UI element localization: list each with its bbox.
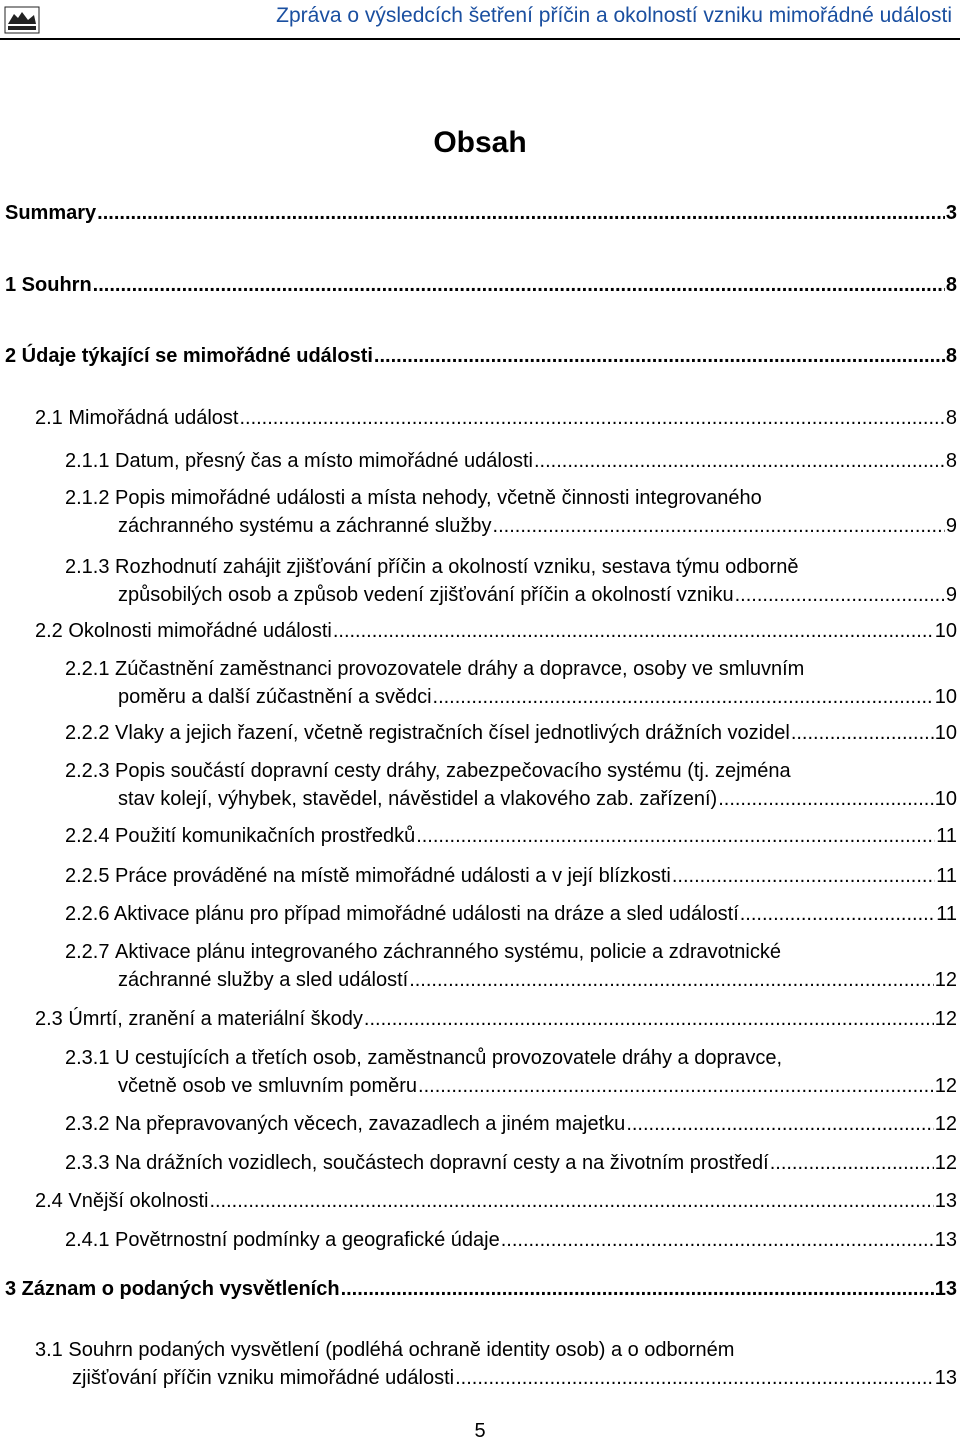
toc-entry-title: 2.2 Okolnosti mimořádné události: [35, 620, 332, 642]
toc-entry-2-2-6[interactable]: [65, 900, 957, 928]
toc-entry-title: 2.2.2 Vlaky a jejich řazení, včetně registračních čísel jednotlivých drážních vozidel: [65, 722, 790, 744]
toc-entry-2-2-7[interactable]: [65, 938, 957, 994]
toc-page-number: 12: [934, 1152, 957, 1174]
toc-entry-2-4-1[interactable]: [65, 1226, 957, 1254]
toc-leader: [364, 1005, 934, 1033]
toc-entry-2-2-1[interactable]: [65, 655, 957, 711]
toc-entry-2-4[interactable]: [35, 1187, 957, 1215]
toc-entry-title-cont: záchranné služby a sled událostí: [118, 969, 409, 991]
toc-entry-title: 3 Záznam o podaných vysvětleních: [5, 1278, 340, 1300]
footer-page-number: 5: [474, 1420, 486, 1442]
toc-page-number: 8: [945, 407, 957, 429]
toc-entry-3[interactable]: [5, 1275, 957, 1303]
toc-page-number: 9: [945, 584, 957, 606]
toc-entry-title: 2.3.3 Na drážních vozidlech, součástech dopravní cesty a na životním prostředí: [65, 1152, 769, 1174]
toc-leader: [493, 512, 945, 540]
logo-icon: [4, 6, 40, 34]
toc-page-number: 8: [945, 274, 957, 296]
toc-entry-title: Souhrn podaných vysvětlení (podléhá ochraně identity osob) a o odborném: [68, 1339, 735, 1361]
toc-entry-2[interactable]: [5, 342, 957, 370]
toc-entry-title: 2.4 Vnější okolnosti: [35, 1190, 209, 1212]
toc-leader: [93, 271, 945, 299]
toc-page-number: 13: [934, 1367, 957, 1389]
toc-entry-title: U cestujících a třetích osob, zaměstnanců provozovatele dráhy a dopravce,: [115, 1047, 783, 1069]
header-title: Zpráva o výsledcích šetření příčin a okolností vzniku mimořádné události: [276, 4, 952, 27]
toc-leader: [770, 1149, 934, 1177]
toc-page-number: 13: [934, 1278, 957, 1300]
toc-entry-title: 2 Údaje týkající se mimořádné události: [5, 345, 373, 367]
toc-page-number: 10: [934, 722, 957, 744]
toc-entry-title: Aktivace plánu integrovaného záchranného systému, policie a zdravotnické: [115, 941, 781, 963]
toc-page-number: 3: [945, 202, 957, 224]
toc-entry-title: Rozhodnutí zahájit zjišťování příčin a okolností vzniku, sestava týmu odborně: [115, 556, 799, 578]
toc-entry-2-3-3[interactable]: [65, 1149, 957, 1177]
toc-entry-2-2-3[interactable]: [65, 757, 957, 813]
toc-page-number: 10: [934, 686, 957, 708]
toc-entry-title: Summary: [5, 202, 97, 224]
toc-entry-title-cont: zjišťování příčin vzniku mimořádné události: [72, 1367, 455, 1389]
toc-entry-title-cont: včetně osob ve smluvním poměru: [118, 1075, 418, 1097]
toc-leader: [672, 862, 935, 890]
toc-page-number: 11: [936, 903, 957, 925]
toc-entry-title: 2.2.5 Práce prováděné na místě mimořádné události a v její blízkosti: [65, 865, 671, 887]
toc-entry-number: 2.2.1: [65, 658, 110, 680]
toc-page-number: 10: [934, 620, 957, 642]
toc-leader: [409, 966, 934, 994]
toc-entry-title: 2.2.4 Použití komunikačních prostředků: [65, 825, 416, 847]
toc-leader: [418, 1072, 934, 1100]
toc-leader: [791, 719, 934, 747]
toc-leader: [333, 617, 934, 645]
toc-leader: [374, 342, 945, 370]
toc-page-number: 12: [934, 1075, 957, 1097]
toc-entry-2-3[interactable]: [35, 1005, 957, 1033]
toc-entry-1[interactable]: [5, 271, 957, 299]
toc-entry-number: 2.2.7: [65, 941, 110, 963]
toc-entry-title-cont: poměru a další zúčastnění a svědci: [118, 686, 432, 708]
toc-leader: [735, 581, 945, 609]
toc-leader: [718, 785, 934, 813]
toc-entry-title: 2.1.1 Datum, přesný čas a místo mimořádné události: [65, 450, 533, 472]
toc-page-number: 12: [934, 1008, 957, 1030]
toc-page-number: 13: [934, 1190, 957, 1212]
toc-entry-2-2-4[interactable]: [65, 822, 957, 850]
toc-leader: [455, 1364, 934, 1392]
toc-leader: [341, 1275, 934, 1303]
toc-entry-2-1-1[interactable]: [65, 447, 957, 475]
toc-heading: Obsah: [433, 126, 527, 159]
toc-entry-number: 2.2.3: [65, 760, 110, 782]
toc-entry-title-cont: stav kolejí, výhybek, stavědel, návěstidel a vlakového zab. zařízení): [118, 788, 718, 810]
toc-leader: [416, 822, 935, 850]
toc-entry-summary[interactable]: [5, 199, 957, 227]
toc-entry-number: 3.1: [35, 1339, 63, 1361]
toc-entry-2-1[interactable]: [35, 404, 957, 432]
toc-page-number: 12: [934, 969, 957, 991]
toc-page-number: 11: [936, 825, 957, 847]
toc-page-number: 9: [945, 515, 957, 537]
toc-entry-title-cont: záchranného systému a záchranné služby: [118, 515, 492, 537]
toc-entry-number: 2.1.2: [65, 487, 110, 509]
toc-entry-title: 2.3.2 Na přepravovaných věcech, zavazadlech a jiném majetku: [65, 1113, 626, 1135]
toc-entry-2-2[interactable]: [35, 617, 957, 645]
toc-entry-title: 2.3 Úmrtí, zranění a materiální škody: [35, 1008, 363, 1030]
toc-entry-2-3-1[interactable]: [65, 1044, 957, 1100]
toc-entry-title: 2.4.1 Povětrnostní podmínky a geografické údaje: [65, 1229, 500, 1251]
toc-entry-2-2-5[interactable]: [65, 862, 957, 890]
toc-entry-title: 2.2.6 Aktivace plánu pro případ mimořádné události na dráze a sled událostí: [65, 903, 739, 925]
toc-entry-number: 2.3.1: [65, 1047, 110, 1069]
toc-page-number: 13: [934, 1229, 957, 1251]
toc-leader: [740, 900, 935, 928]
toc-entry-title: 1 Souhrn: [5, 274, 92, 296]
toc-page-number: 10: [934, 788, 957, 810]
toc-entry-2-2-2[interactable]: [65, 719, 957, 747]
toc-leader: [239, 404, 944, 432]
toc-entry-2-1-2[interactable]: [65, 484, 957, 540]
toc-leader: [534, 447, 945, 475]
toc-page-number: 11: [936, 865, 957, 887]
toc-entry-title: Popis mimořádné události a místa nehody, včetně činnosti integrovaného: [115, 487, 762, 509]
toc-leader: [433, 683, 934, 711]
toc-page-number: 8: [945, 345, 957, 367]
toc-page-number: 12: [934, 1113, 957, 1135]
toc-leader: [501, 1226, 934, 1254]
toc-entry-2-3-2[interactable]: [65, 1110, 957, 1138]
toc-entry-title: Popis součástí dopravní cesty dráhy, zabezpečovacího systému (tj. zejména: [115, 760, 791, 782]
toc-entry-2-1-3[interactable]: [65, 553, 957, 609]
toc-entry-title-cont: způsobilých osob a způsob vedení zjišťování příčin a okolností vzniku: [118, 584, 734, 606]
header-divider: [0, 38, 960, 40]
toc-page-number: 8: [945, 450, 957, 472]
toc-entry-title: Zúčastnění zaměstnanci provozovatele dráhy a dopravce, osoby ve smluvním: [115, 658, 805, 680]
toc-leader: [209, 1187, 933, 1215]
toc-entry-title: 2.1 Mimořádná událost: [35, 407, 239, 429]
toc-leader: [626, 1110, 933, 1138]
toc-entry-number: 2.1.3: [65, 556, 110, 578]
toc-leader: [97, 199, 945, 227]
toc-entry-3-1[interactable]: [35, 1336, 957, 1392]
